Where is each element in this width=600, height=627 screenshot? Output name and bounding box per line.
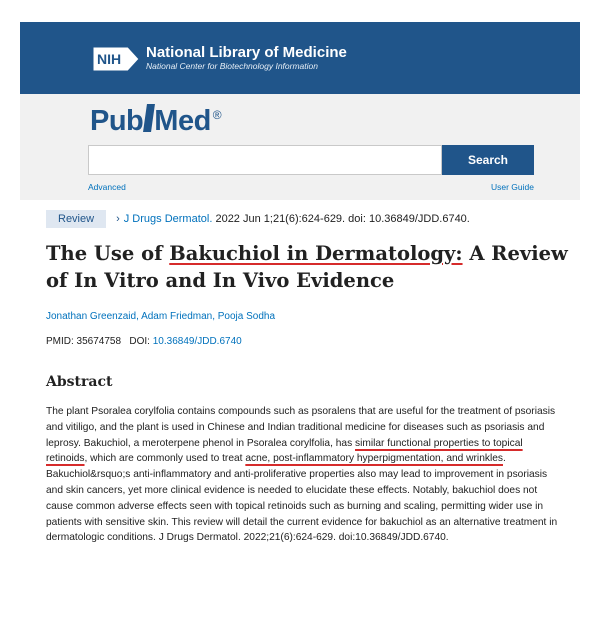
title-part-end: A Review of In Vitro and In Vivo Evidence <box>46 242 568 292</box>
registered-mark: ® <box>212 108 222 122</box>
title-part: The Use of <box>46 242 170 265</box>
abstract-text <box>46 404 558 546</box>
article-ids <box>46 336 242 347</box>
nih-badge-icon <box>92 46 140 72</box>
review-badge: Review <box>46 210 106 228</box>
search-button[interactable]: Search <box>442 145 534 175</box>
nih-subtitle: National Center for Biotechnology Information <box>146 61 318 71</box>
doi-label: DOI: <box>129 336 150 347</box>
pubmed-logo[interactable] <box>90 104 222 138</box>
pubmed-logo-left: Pub <box>90 105 144 137</box>
abstract-highlight: similar functional properties to topical retinoids <box>46 437 523 465</box>
citation-breadcrumb <box>116 213 470 225</box>
nih-logo[interactable] <box>92 45 347 72</box>
pmid: PMID: 35674758 <box>46 336 122 347</box>
advanced-search-link[interactable]: Advanced <box>88 182 126 192</box>
abstract-part: , which are commonly used to treat <box>84 453 246 465</box>
article-title <box>46 240 576 294</box>
pubmed-logo-right: Med <box>154 105 211 137</box>
user-guide-link[interactable]: User Guide <box>491 182 534 192</box>
search-input[interactable] <box>88 145 442 175</box>
chevron-right-icon: › <box>116 213 120 225</box>
article-meta-row <box>46 210 470 228</box>
abstract-heading: Abstract <box>46 374 113 390</box>
page <box>20 0 580 627</box>
svg-text:NIH: NIH <box>97 50 122 67</box>
abstract-part: The plant Psoralea corylfolia contains compounds such as psoralens that are useful for the treatment of psoriasis and vitiligo, and the plant is used in Chinese and Indian traditional medicine for diseases such as psoriasis and leprosy. Bakuchiol, a meroterpene phenol in Psoralea corylfolia, has <box>46 406 556 449</box>
abstract-highlight: acne, post-inflammatory hyperpigmentation, and wrinkles <box>245 453 503 465</box>
doi-link[interactable]: 10.36849/JDD.6740 <box>152 336 242 347</box>
search-area <box>20 94 580 200</box>
nih-title: National Library of Medicine <box>146 44 347 61</box>
citation-text: 2022 Jun 1;21(6):624-629. doi: 10.36849/JDD.6740. <box>215 213 470 225</box>
journal-link[interactable]: J Drugs Dermatol. <box>123 213 213 225</box>
authors-list[interactable]: Jonathan Greenzaid, Adam Friedman, Pooja Sodha <box>46 311 276 322</box>
abstract-part: . Bakuchiol&rsquo;s anti-inflammatory and anti-proliferative properties also may lead to improvement in psoriasis and skin cancers, yet more clinical evidence is needed to elucidate these effects. Notably, bakuchiol does not cause common adverse effects seen with topical retinoids such as burning and scaling, permitting wider use in patients with sensitive skin. This review will detail the current evidence for bakuchiol as an alternative treatment in dermatologic conditions. J Drugs Dermatol. 2022;21(6):624-629. doi:10.36849/JDD.6740. <box>46 453 558 544</box>
title-underlined-part: Bakuchiol in Dermatology: <box>169 242 463 265</box>
nih-header <box>20 22 580 94</box>
